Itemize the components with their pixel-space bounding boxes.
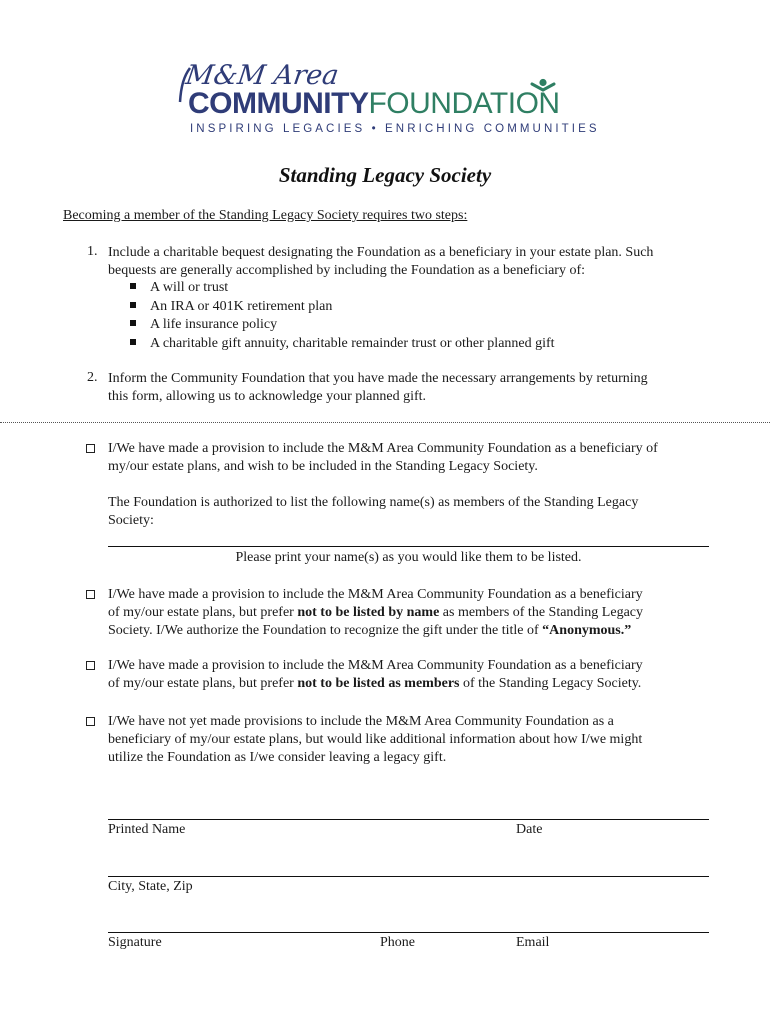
option-4-line-2: beneficiary of my/our estate plans, but would like additional information about how I/we might — [108, 732, 643, 747]
option-2-line-2-end: as members of the Standing Legacy — [439, 605, 643, 620]
option-3-line-2-end: of the Standing Legacy Society. — [459, 676, 642, 691]
authorize-line-1: The Foundation is authorized to list the following name(s) as members of the Standing Legacy — [108, 495, 639, 510]
step-2-text — [108, 370, 648, 406]
foundation-logo — [178, 60, 598, 140]
list-item — [130, 335, 555, 354]
anonymous-title: “Anonymous.” — [542, 623, 632, 638]
option-3-line-2-start: of my/our estate plans, but prefer — [108, 676, 298, 691]
option-2-line-3 — [108, 622, 643, 640]
bullet-text: An IRA or 401K retirement plan — [150, 298, 333, 314]
option-3-checkbox[interactable] — [86, 661, 95, 670]
logo-tagline: INSPIRING LEGACIES • ENRICHING COMMUNITIES — [190, 123, 600, 135]
option-2-checkbox[interactable] — [86, 590, 95, 599]
square-bullet-icon — [130, 339, 136, 345]
logo-script-text: M&M Area — [183, 60, 341, 91]
city-state-zip-label: City, State, Zip — [108, 879, 193, 894]
logo-foundation-text: FOUNDATION — [368, 87, 560, 120]
list-item — [130, 316, 555, 335]
option-3-line-2 — [108, 675, 643, 693]
name-caption: Please print your name(s) as you would like them to be listed. — [235, 550, 582, 565]
option-1-text — [108, 440, 658, 476]
phone-label: Phone — [380, 935, 415, 950]
list-item — [130, 279, 555, 298]
list-item — [130, 298, 555, 317]
logo-person-icon — [530, 78, 556, 100]
step-2-line-1: Inform the Community Foundation that you have made the necessary arrangements by returning — [108, 371, 648, 386]
signature-line[interactable] — [108, 932, 709, 933]
page-title: Standing Legacy Society — [278, 163, 492, 187]
bullet-text: A charitable gift annuity, charitable remainder trust or other planned gift — [150, 335, 555, 351]
step-2-number: 2. — [87, 370, 98, 385]
option-3-emphasis: not to be listed as members — [297, 676, 460, 691]
option-4-line-3: utilize the Foundation as I/we consider leaving a legacy gift. — [108, 750, 447, 765]
option-2-line-2-start: of my/our estate plans, but prefer — [108, 605, 298, 620]
option-2-emphasis: not to be listed by name — [297, 605, 440, 620]
step-2-line-2: this form, allowing us to acknowledge your planned gift. — [108, 389, 427, 404]
option-4-line-1: I/We have not yet made provisions to include the M&M Area Community Foundation as a — [108, 714, 614, 729]
authorize-line-2: Society: — [108, 513, 154, 528]
bullet-text: A will or trust — [150, 280, 229, 295]
option-1-checkbox[interactable] — [86, 444, 95, 453]
option-3-text — [108, 657, 643, 693]
printed-name-line[interactable] — [108, 819, 709, 820]
option-2-line-2 — [108, 604, 643, 622]
option-1-line-2: my/our estate plans, and wish to be included in the Standing Legacy Society. — [108, 459, 538, 474]
bullet-text: A life insurance policy — [150, 317, 278, 332]
option-1-line-1: I/We have made a provision to include the M&M Area Community Foundation as a beneficiary of — [108, 441, 658, 456]
option-2-text — [108, 586, 643, 640]
step-1-line-2: bequests are generally accomplished by including the Foundation as a beneficiary of: — [108, 263, 586, 278]
step-1-text — [108, 244, 653, 280]
signature-label: Signature — [108, 935, 162, 950]
date-label: Date — [516, 822, 543, 837]
logo-community-text: COMMUNITY — [188, 87, 369, 120]
bequest-types-list — [130, 279, 555, 353]
step-1-number: 1. — [87, 244, 98, 259]
city-state-zip-line[interactable] — [108, 876, 709, 877]
option-3-line-1: I/We have made a provision to include the M&M Area Community Foundation as a beneficiary — [108, 658, 643, 673]
option-2-line-3-start: Society. I/We authorize the Foundation to recognize the gift under the title of — [108, 623, 543, 638]
member-names-line[interactable] — [108, 546, 709, 547]
intro-text: Becoming a member of the Standing Legacy Society requires two steps: — [63, 208, 468, 223]
authorize-text — [108, 494, 638, 530]
option-2-line-1: I/We have made a provision to include the M&M Area Community Foundation as a beneficiary — [108, 587, 643, 602]
square-bullet-icon — [130, 320, 136, 326]
printed-name-label: Printed Name — [108, 822, 186, 837]
email-label: Email — [516, 935, 550, 950]
option-4-checkbox[interactable] — [86, 717, 95, 726]
option-4-text — [108, 713, 642, 767]
square-bullet-icon — [130, 302, 136, 308]
logo-wordmark — [188, 87, 560, 121]
step-1-line-1: Include a charitable bequest designating the Foundation as a beneficiary in your estate plan. Such — [108, 245, 654, 260]
square-bullet-icon — [130, 283, 136, 289]
cut-line-divider — [0, 422, 770, 423]
